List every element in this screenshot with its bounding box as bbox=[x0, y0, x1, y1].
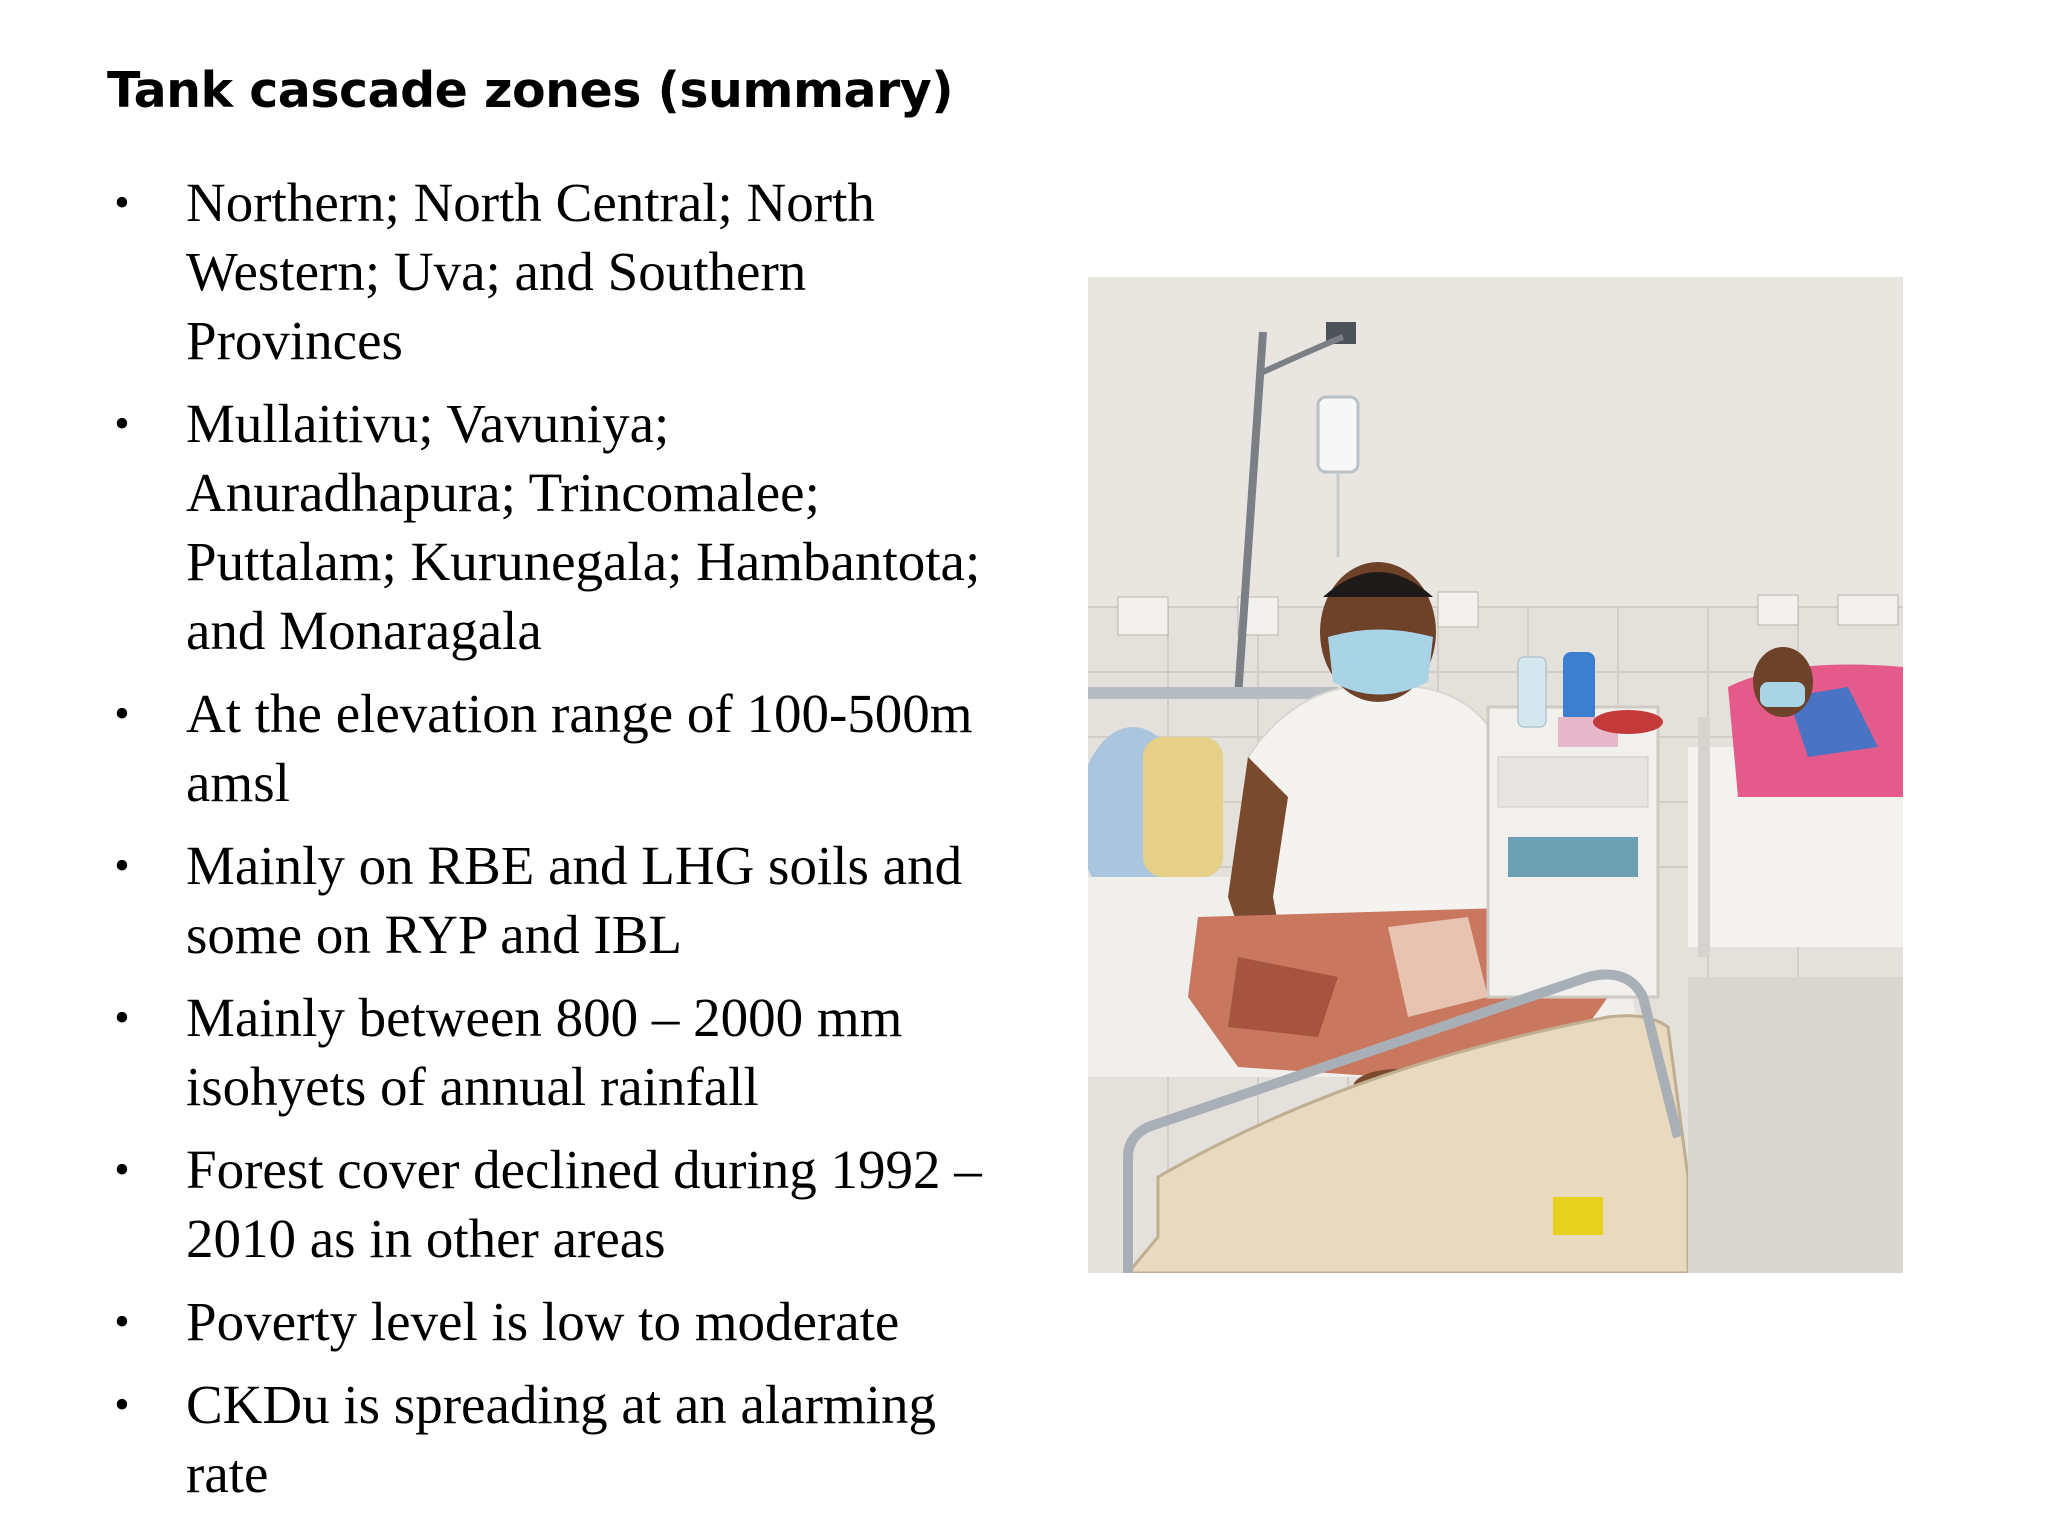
bullet-text: Forest cover declined during 1992 – 2010 as in other areas bbox=[186, 1139, 982, 1269]
bullet-icon: • bbox=[114, 1297, 130, 1346]
list-item bbox=[107, 1287, 987, 1356]
list-item bbox=[107, 1370, 987, 1508]
list-item bbox=[107, 983, 987, 1121]
bullet-text: At the elevation range of 100-500m amsl bbox=[186, 683, 973, 813]
bullet-text: Northern; North Central; North Western; Uva; and Southern Provinces bbox=[186, 172, 875, 371]
list-item bbox=[107, 168, 987, 375]
list-item bbox=[107, 389, 987, 665]
bullet-text: CKDu is spreading at an alarming rate bbox=[186, 1374, 936, 1504]
bullet-icon: • bbox=[114, 1380, 130, 1429]
bullet-list bbox=[107, 168, 987, 1522]
bullet-icon: • bbox=[114, 841, 130, 890]
slide-title: Tank cascade zones (summary) bbox=[107, 62, 954, 119]
list-item bbox=[107, 1135, 987, 1273]
bullet-text: Mainly between 800 – 2000 mm isohyets of annual rainfall bbox=[186, 987, 903, 1117]
bullet-text: Mainly on RBE and LHG soils and some on RYP and IBL bbox=[186, 835, 963, 965]
list-item bbox=[107, 679, 987, 817]
bullet-icon: • bbox=[114, 689, 130, 738]
hospital-ward-photo bbox=[1088, 277, 1903, 1273]
bullet-icon: • bbox=[114, 178, 130, 227]
bullet-icon: • bbox=[114, 1145, 130, 1194]
bullet-text: Poverty level is low to moderate bbox=[186, 1291, 900, 1352]
bullet-icon: • bbox=[114, 993, 130, 1042]
bullet-text: Mullaitivu; Vavuniya; Anuradhapura; Trincomalee; Puttalam; Kurunegala; Hambantota; and Monaragala bbox=[186, 393, 981, 661]
list-item bbox=[107, 831, 987, 969]
bullet-icon: • bbox=[114, 399, 130, 448]
